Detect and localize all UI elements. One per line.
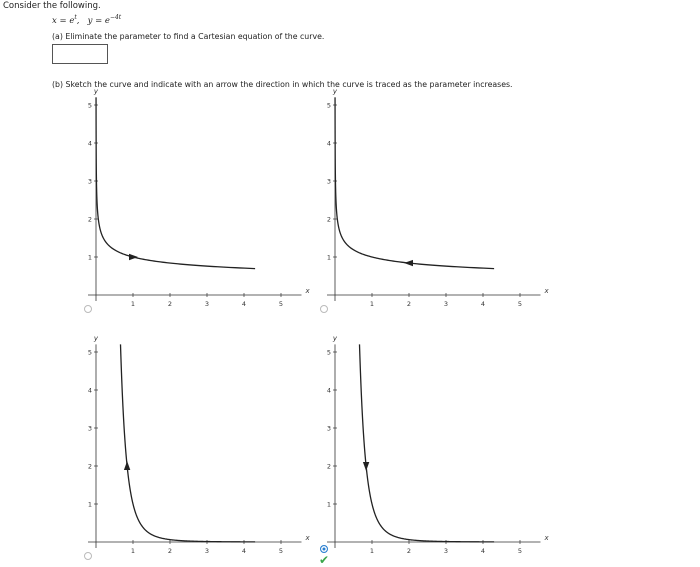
- y-axis-label: y: [93, 87, 99, 96]
- curve: [335, 97, 494, 268]
- x-tick-label: 4: [241, 300, 247, 308]
- graph-option-radio-3[interactable]: [84, 552, 92, 560]
- x-tick-label: 1: [130, 547, 136, 555]
- x-tick-label: 5: [517, 300, 523, 308]
- y-axis-label: y: [93, 334, 99, 343]
- x-axis-label: x: [305, 287, 310, 295]
- parametric-equations: $x = e^t$, $y = e^{-4t}$: [52, 14, 122, 26]
- part-b-prompt: (b) Sketch the curve and indicate with an arrow the direction in which the curve is traced as the parameter increases.: [52, 80, 513, 89]
- y-tick-label: 5: [87, 348, 92, 357]
- y-tick-label: 1: [87, 500, 92, 509]
- x-tick-label: 3: [204, 300, 210, 308]
- y-tick-label: 3: [87, 177, 92, 186]
- x-tick-label: 5: [278, 547, 284, 555]
- x-tick-label: 4: [480, 547, 486, 555]
- x-axis-label: x: [544, 534, 549, 542]
- y-tick-label: 2: [87, 462, 92, 471]
- direction-arrow: [363, 462, 369, 471]
- curve: [360, 344, 495, 541]
- y-tick-label: 1: [87, 253, 92, 262]
- x-tick-label: 4: [480, 300, 486, 308]
- y-tick-label: 1: [326, 253, 331, 262]
- direction-arrow: [124, 461, 130, 470]
- x-tick-label: 5: [517, 547, 523, 555]
- y-axis-label: y: [332, 87, 338, 96]
- y-tick-label: 2: [326, 215, 331, 224]
- curve: [121, 344, 256, 541]
- graph-option-radio-2[interactable]: [320, 305, 328, 313]
- x-tick-label: 3: [443, 547, 449, 555]
- y-tick-label: 5: [87, 101, 92, 110]
- graph-option-4[interactable]: [327, 334, 550, 555]
- y-tick-label: 3: [326, 177, 331, 186]
- x-tick-label: 1: [369, 547, 375, 555]
- equation-y: y = e: [87, 15, 110, 26]
- graph-option-2[interactable]: [327, 87, 550, 308]
- y-tick-label: 5: [326, 101, 331, 110]
- equation-x-exponent: t: [74, 14, 77, 21]
- y-tick-label: 2: [87, 215, 92, 224]
- x-tick-label: 1: [130, 300, 136, 308]
- x-tick-label: 4: [241, 547, 247, 555]
- x-tick-label: 2: [167, 547, 173, 555]
- y-tick-label: 4: [326, 386, 331, 395]
- x-tick-label: 1: [369, 300, 375, 308]
- checkmark-icon: ✔: [319, 553, 330, 567]
- x-tick-label: 2: [167, 300, 173, 308]
- graph-option-1[interactable]: [88, 87, 311, 308]
- y-tick-label: 3: [87, 424, 92, 433]
- direction-arrow: [129, 254, 138, 260]
- y-tick-label: 5: [326, 348, 331, 357]
- problem-intro: Consider the following.: [3, 1, 101, 11]
- curve: [96, 97, 255, 268]
- x-tick-label: 3: [443, 300, 449, 308]
- x-tick-label: 2: [406, 300, 412, 308]
- part-a-prompt: (a) Eliminate the parameter to find a Cartesian equation of the curve.: [52, 32, 325, 41]
- x-tick-label: 5: [278, 300, 284, 308]
- x-axis-label: x: [544, 287, 549, 295]
- equation-y-exponent: −4t: [109, 14, 122, 21]
- direction-arrow: [404, 260, 413, 266]
- y-axis-label: y: [332, 334, 338, 343]
- y-tick-label: 2: [326, 462, 331, 471]
- graph-option-radio-4[interactable]: [320, 545, 328, 553]
- graph-option-3[interactable]: [88, 334, 311, 555]
- y-tick-label: 4: [326, 139, 331, 148]
- x-tick-label: 3: [204, 547, 210, 555]
- y-tick-label: 4: [87, 386, 92, 395]
- y-tick-label: 1: [326, 500, 331, 509]
- equation-x: x = e: [52, 15, 75, 26]
- y-tick-label: 4: [87, 139, 92, 148]
- x-axis-label: x: [305, 534, 310, 542]
- x-tick-label: 2: [406, 547, 412, 555]
- y-tick-label: 3: [326, 424, 331, 433]
- graph-option-radio-1[interactable]: [84, 305, 92, 313]
